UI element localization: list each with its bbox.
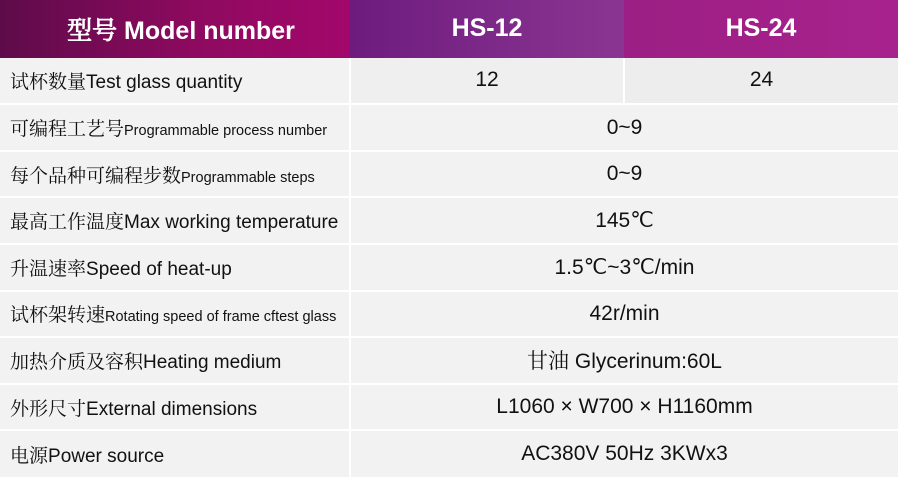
table-header-row: [0, 0, 898, 58]
header-cell-hs-12: HS-12: [350, 0, 624, 58]
row-label-cn: 外形尺寸: [10, 398, 87, 420]
table-row: [0, 151, 898, 198]
table-row: [0, 58, 898, 105]
row-label-max-working-temperature: [0, 197, 350, 244]
row-label-cn: 升温速率: [10, 258, 87, 280]
row-value: 42r/min: [350, 291, 898, 338]
table-row: [0, 197, 898, 244]
table-row: [0, 244, 898, 291]
row-label-cn: 加热介质及容积: [10, 351, 144, 373]
row-label-en: Max working temperature: [124, 212, 339, 234]
row-value: 145℃: [350, 197, 898, 244]
row-label-en: Heating medium: [143, 351, 282, 373]
row-label-cn: 试杯架转速: [10, 305, 106, 327]
row-value: 1.5℃~3℃/min: [350, 244, 898, 291]
table-row: [0, 430, 898, 477]
row-label-programmable-process-number: [0, 104, 350, 151]
row-value: AC380V 50Hz 3KWx3: [350, 430, 898, 477]
row-label-en: Programmable steps: [181, 169, 315, 186]
row-label-en: External dimensions: [86, 398, 258, 420]
row-label-cn: 电源: [10, 445, 49, 467]
row-label-en: Test glass quantity: [86, 71, 243, 93]
row-label-en: Rotating speed of frame cftest glass: [105, 309, 337, 326]
row-label-rotating-speed: [0, 291, 350, 338]
row-value: 0~9: [350, 104, 898, 151]
row-label-cn: 每个品种可编程步数: [10, 165, 182, 187]
header-model-number-en: Model number: [124, 16, 295, 45]
table-row: [0, 291, 898, 338]
row-label-en: Programmable process number: [124, 123, 328, 140]
row-label-en: Speed of heat-up: [86, 258, 232, 280]
table-row: [0, 384, 898, 431]
table-row: [0, 104, 898, 151]
row-value: L1060 × W700 × H1160mm: [350, 384, 898, 431]
row-label-cn: 最高工作温度: [10, 212, 125, 234]
row-value: 0~9: [350, 151, 898, 198]
row-label-speed-of-heat-up: [0, 244, 350, 291]
header-cell-model-number: [0, 0, 350, 58]
row-label-en: Power source: [48, 445, 165, 467]
row-label-power-source: [0, 430, 350, 477]
row-value-hs-12: 12: [350, 58, 624, 105]
row-label-programmable-steps: [0, 151, 350, 198]
header-model-number-cn: 型号: [67, 16, 125, 45]
row-label-cn: 可编程工艺号: [10, 119, 125, 141]
table-row: [0, 337, 898, 384]
row-label-heating-medium: [0, 337, 350, 384]
row-value: 甘油 Glycerinum:60L: [350, 337, 898, 384]
row-label-cn: 试杯数量: [10, 71, 87, 93]
header-cell-hs-24: HS-24: [624, 0, 898, 58]
row-value-hs-24: 24: [624, 58, 898, 105]
row-label-external-dimensions: [0, 384, 350, 431]
row-label-test-glass-quantity: [0, 58, 350, 105]
